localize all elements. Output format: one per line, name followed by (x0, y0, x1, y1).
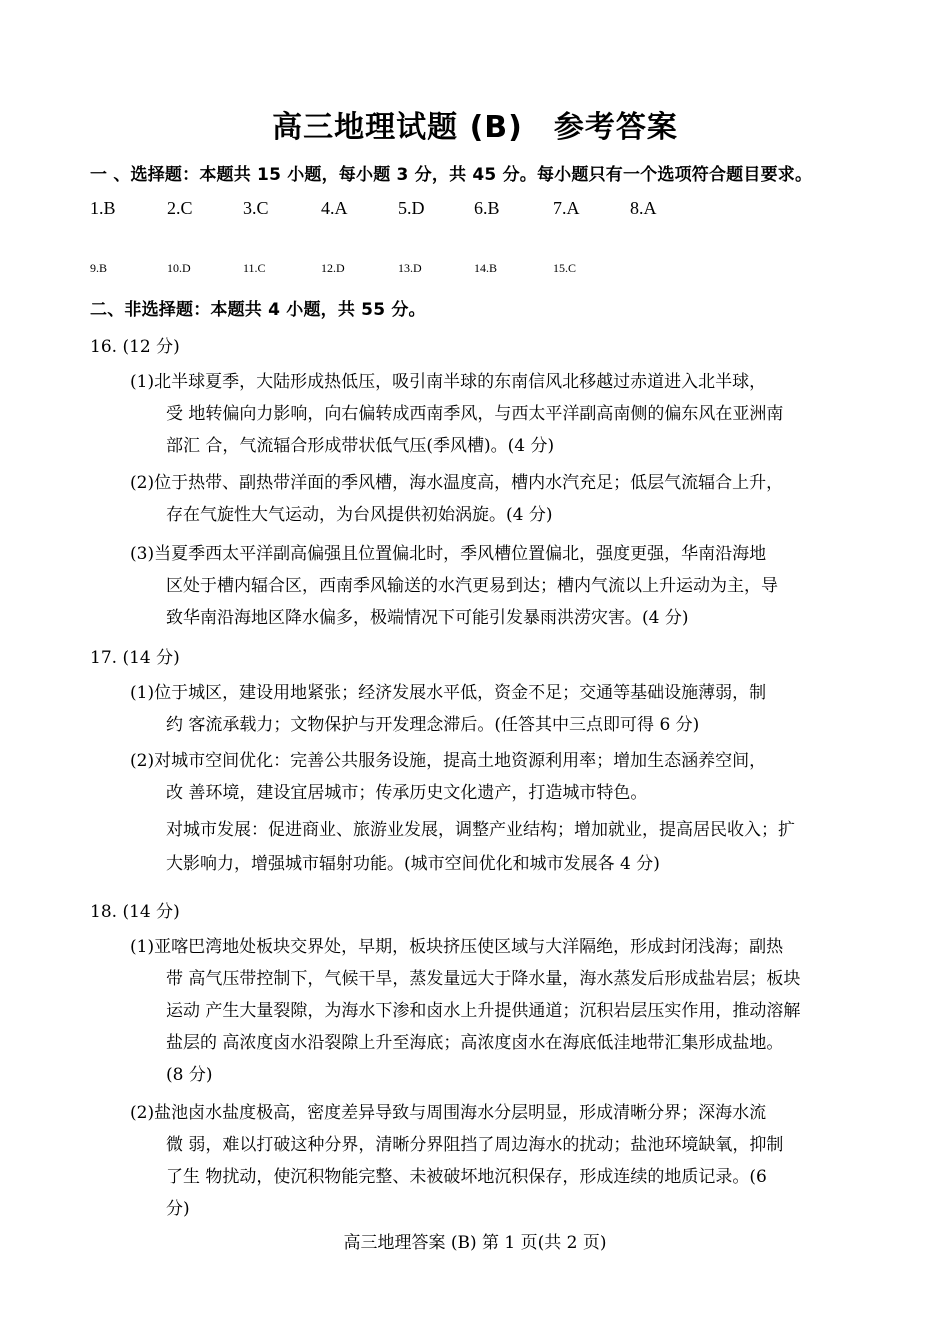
q16-part2 (130, 467, 875, 531)
text-line: (1)位于城区，建设用地紧张；经济发展水平低，资金不足；交通等基础设施薄弱，制 (130, 683, 767, 703)
q17-part2 (130, 745, 875, 809)
q18-part2 (130, 1097, 875, 1225)
answer-item: 12.D (321, 261, 345, 275)
answer-item: 10.D (167, 261, 191, 275)
answer-item: 3.C (243, 198, 269, 218)
q16-part1 (130, 366, 875, 462)
text-line: (3)当夏季西太平洋副高偏强且位置偏北时，季风槽位置偏北，强度更强，华南沿海地 (130, 544, 767, 564)
q16-part3 (130, 538, 875, 634)
answer-item: 4.A (321, 198, 348, 218)
q17-part1 (130, 677, 875, 741)
text-line: 受 地转偏向力影响，向右偏转成西南季风，与西太平洋副高南侧的偏东风在亚洲南 (166, 404, 784, 424)
answer-item: 7.A (553, 198, 580, 218)
answer-item: 15.C (553, 261, 577, 275)
text-line: 区处于槽内辐合区，西南季风输送的水汽更易到达；槽内气流以上升运动为主，导 (166, 576, 778, 596)
text-line: (2)盐池卤水盐度极高，密度差异导致与周围海水分层明显，形成清晰分界；深海水流 (130, 1103, 767, 1123)
page-footer: 高三地理答案 (B) 第 1 页(共 2 页) (343, 1233, 607, 1253)
text-line: 带 高气压带控制下，气候干旱，蒸发量远大于降水量，海水蒸发后形成盐岩层；板块 (166, 969, 801, 989)
text-line: 盐层的 高浓度卤水沿裂隙上升至海底；高浓度卤水在海底低洼地带汇集形成盐地。 (166, 1033, 784, 1053)
q18-heading: 18. (14 分) (90, 902, 180, 922)
text-line: 约 客流承载力；文物保护与开发理念滞后。(任答其中三点即可得 6 分) (166, 715, 700, 735)
text-line: (1)亚喀巴湾地处板块交界处，早期，板块挤压使区域与大洋隔绝，形成封闭浅海；副热 (130, 937, 784, 957)
section2-heading: 二、非选择题：本题共 4 小题，共 55 分。 (90, 300, 426, 320)
answer-item: 8.A (630, 198, 657, 218)
answer-item: 11.C (243, 261, 266, 275)
text-line: (2)位于热带、副热带洋面的季风槽，海水温度高，槽内水汽充足；低层气流辐合上升， (130, 473, 784, 493)
text-line: 存在气旋性大气运动，为台风提供初始涡旋。(4 分) (166, 505, 553, 525)
section1-heading: 一 、选择题：本题共 15 小题，每小题 3 分，共 45 分。每小题只有一个选项符合题目要求。 (90, 165, 813, 185)
answer-item: 9.B (90, 261, 108, 275)
text-line: 分) (166, 1199, 190, 1219)
q17-heading: 17. (14 分) (90, 648, 180, 668)
text-line: 部汇 合，气流辐合形成带状低气压(季风槽)。(4 分) (166, 436, 555, 456)
answer-item: 14.B (474, 261, 498, 275)
page-title: 高三地理试题 (B) 参考答案 (272, 110, 678, 145)
text-line: (1)北半球夏季，大陆形成热低压，吸引南半球的东南信风北移越过赤道进入北半球， (130, 372, 767, 392)
text-line: (8 分) (166, 1065, 213, 1085)
answer-item: 2.C (167, 198, 193, 218)
text-line: 了生 物扰动，使沉积物能完整、未被破坏地沉积保存，形成连续的地质记录。(6 (166, 1167, 767, 1187)
text-line: 对城市发展：促进商业、旅游业发展，调整产业结构；增加就业，提高居民收入；扩 (166, 820, 795, 840)
q17-part3 (166, 814, 876, 882)
text-line: 改 善环境，建设宜居城市；传承历史文化遗产，打造城市特色。 (166, 783, 648, 803)
text-line: (2)对城市空间优化：完善公共服务设施，提高土地资源利用率；增加生态涵养空间， (130, 751, 767, 771)
answer-item: 6.B (474, 198, 500, 218)
answer-item: 1.B (90, 198, 116, 218)
text-line: 大影响力，增强城市辐射功能。(城市空间优化和城市发展各 4 分) (166, 854, 660, 874)
answer-item: 5.D (398, 198, 425, 218)
q16-heading: 16. (12 分) (90, 337, 180, 357)
answer-item: 13.D (398, 261, 422, 275)
text-line: 致华南沿海地区降水偏多，极端情况下可能引发暴雨洪涝灾害。(4 分) (166, 608, 689, 628)
text-line: 微 弱，难以打破这种分界，清晰分界阻挡了周边海水的扰动；盐池环境缺氧，抑制 (166, 1135, 784, 1155)
q18-part1 (130, 931, 875, 1091)
text-line: 运动 产生大量裂隙，为海水下渗和卤水上升提供通道；沉积岩层压实作用，推动溶解 (166, 1001, 801, 1021)
